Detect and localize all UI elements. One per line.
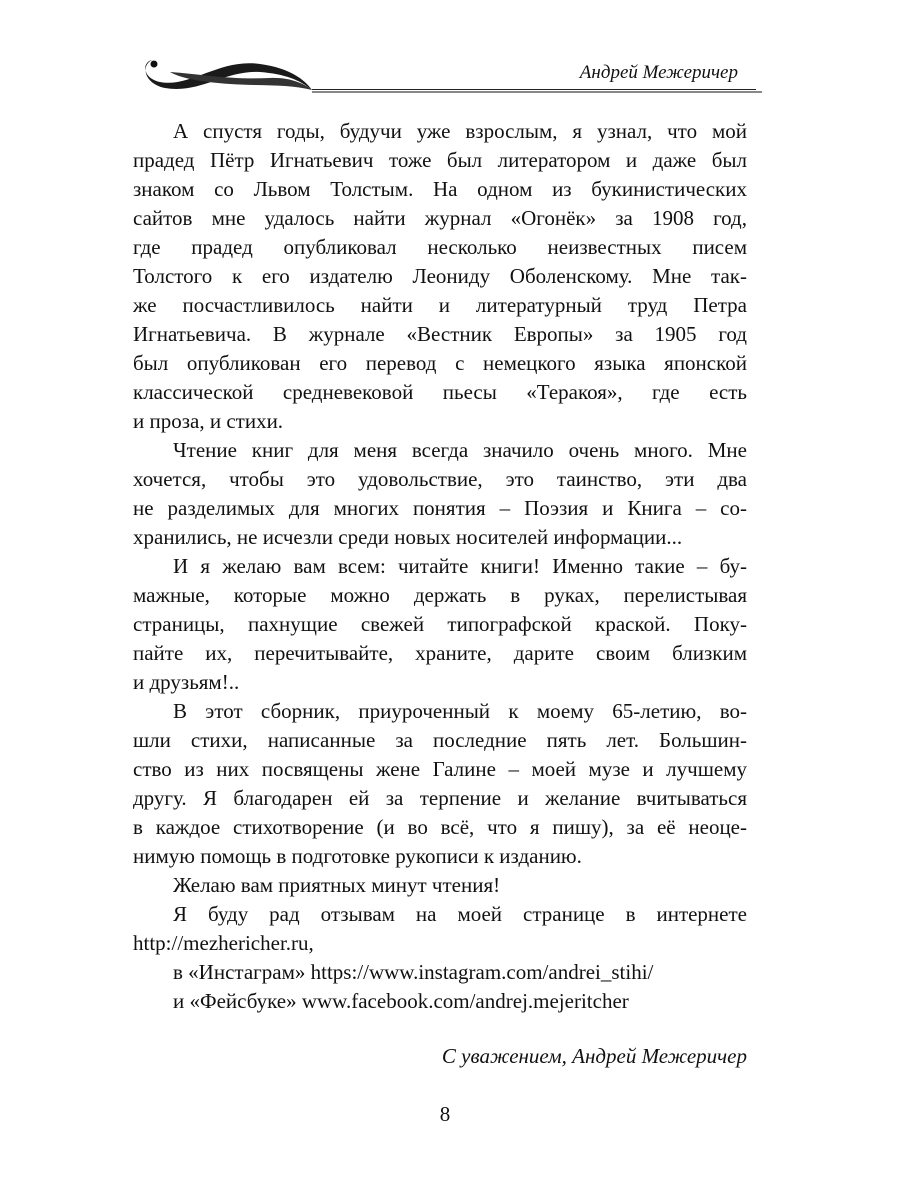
text-line: знаком со Львом Толстым. На одном из букинистических [133, 177, 747, 201]
text-line: в каждое стихотворение (и во всё, что я пишу), за её неоце- [133, 815, 747, 839]
paragraph [133, 871, 747, 900]
text-line: мажные, которые можно держать в руках, перелистывая [133, 583, 747, 607]
text-line: в «Инстаграм» https://www.instagram.com/andrei_stihi/ [173, 960, 654, 984]
text-line: и друзьям!.. [133, 670, 240, 694]
text-line: А спустя годы, будучи уже взрослым, я узнал, что мой [173, 119, 747, 143]
text-line: страницы, пахнущие свежей типографской краской. Поку- [133, 612, 747, 636]
text-line: сайтов мне удалось найти журнал «Огонёк» за 1908 год, [133, 206, 747, 230]
text-line: http://mezhericher.ru, [133, 931, 314, 955]
paragraph [133, 697, 747, 871]
running-header [140, 50, 762, 110]
page-number: 8 [439, 1102, 451, 1126]
text-line: прадед Пётр Игнатьевич тоже был литератором и даже был [133, 148, 747, 172]
text-line: же посчастливилось найти и литературный труд Петра [133, 293, 747, 317]
paragraph [133, 987, 747, 1016]
text-line: В этот сборник, приуроченный к моему 65-летию, во- [173, 699, 747, 723]
paragraph [133, 117, 747, 436]
paragraph [133, 552, 747, 697]
paragraph [133, 958, 747, 987]
text-line: где прадед опубликовал несколько неизвестных писем [133, 235, 747, 259]
text-line: хранились, не исчезли среди новых носителей информации... [133, 525, 683, 549]
text-line: был опубликован его перевод с немецкого языка японской [133, 351, 747, 375]
text-line: Желаю вам приятных минут чтения! [173, 873, 501, 897]
header-rule [312, 89, 756, 90]
text-line: пайте их, перечитывайте, храните, дарите своим близким [133, 641, 747, 665]
paragraph [133, 900, 747, 958]
text-line: не разделимых для многих понятия – Поэзия и Книга – со- [133, 496, 747, 520]
text-line: шли стихи, написанные за последние пять лет. Большин- [133, 728, 747, 752]
text-line: и «Фейсбуке» www.facebook.com/andrej.mejeritcher [173, 989, 629, 1013]
text-line: Толстого к его издателю Леониду Оболенскому. Мне так- [133, 264, 747, 288]
ornament-swirl-icon [140, 50, 320, 100]
paragraph [133, 436, 747, 552]
header-rule-shadow [312, 91, 762, 93]
signature: С уважением, Андрей Межеричер [441, 1044, 747, 1068]
text-line: другу. Я благодарен ей за терпение и желание вчитываться [133, 786, 747, 810]
text-line: Игнатьевича. В журнале «Вестник Европы» за 1905 год [133, 322, 747, 346]
text-line: ство из них посвящены жене Галине – моей музе и лучшему [133, 757, 747, 781]
body-text [133, 117, 747, 1016]
text-line: Чтение книг для меня всегда значило очень много. Мне [173, 438, 747, 462]
header-author: Андрей Межеричер [579, 62, 738, 83]
text-line: классической средневековой пьесы «Теракоя», где есть [133, 380, 747, 404]
text-line: нимую помощь в подготовке рукописи к изданию. [133, 844, 582, 868]
text-line: хочется, чтобы это удовольствие, это таинство, эти два [133, 467, 747, 491]
text-line: Я буду рад отзывам на моей странице в интернете [173, 902, 747, 926]
text-line: И я желаю вам всем: читайте книги! Именно такие – бу- [173, 554, 747, 578]
text-line: и проза, и стихи. [133, 409, 284, 433]
